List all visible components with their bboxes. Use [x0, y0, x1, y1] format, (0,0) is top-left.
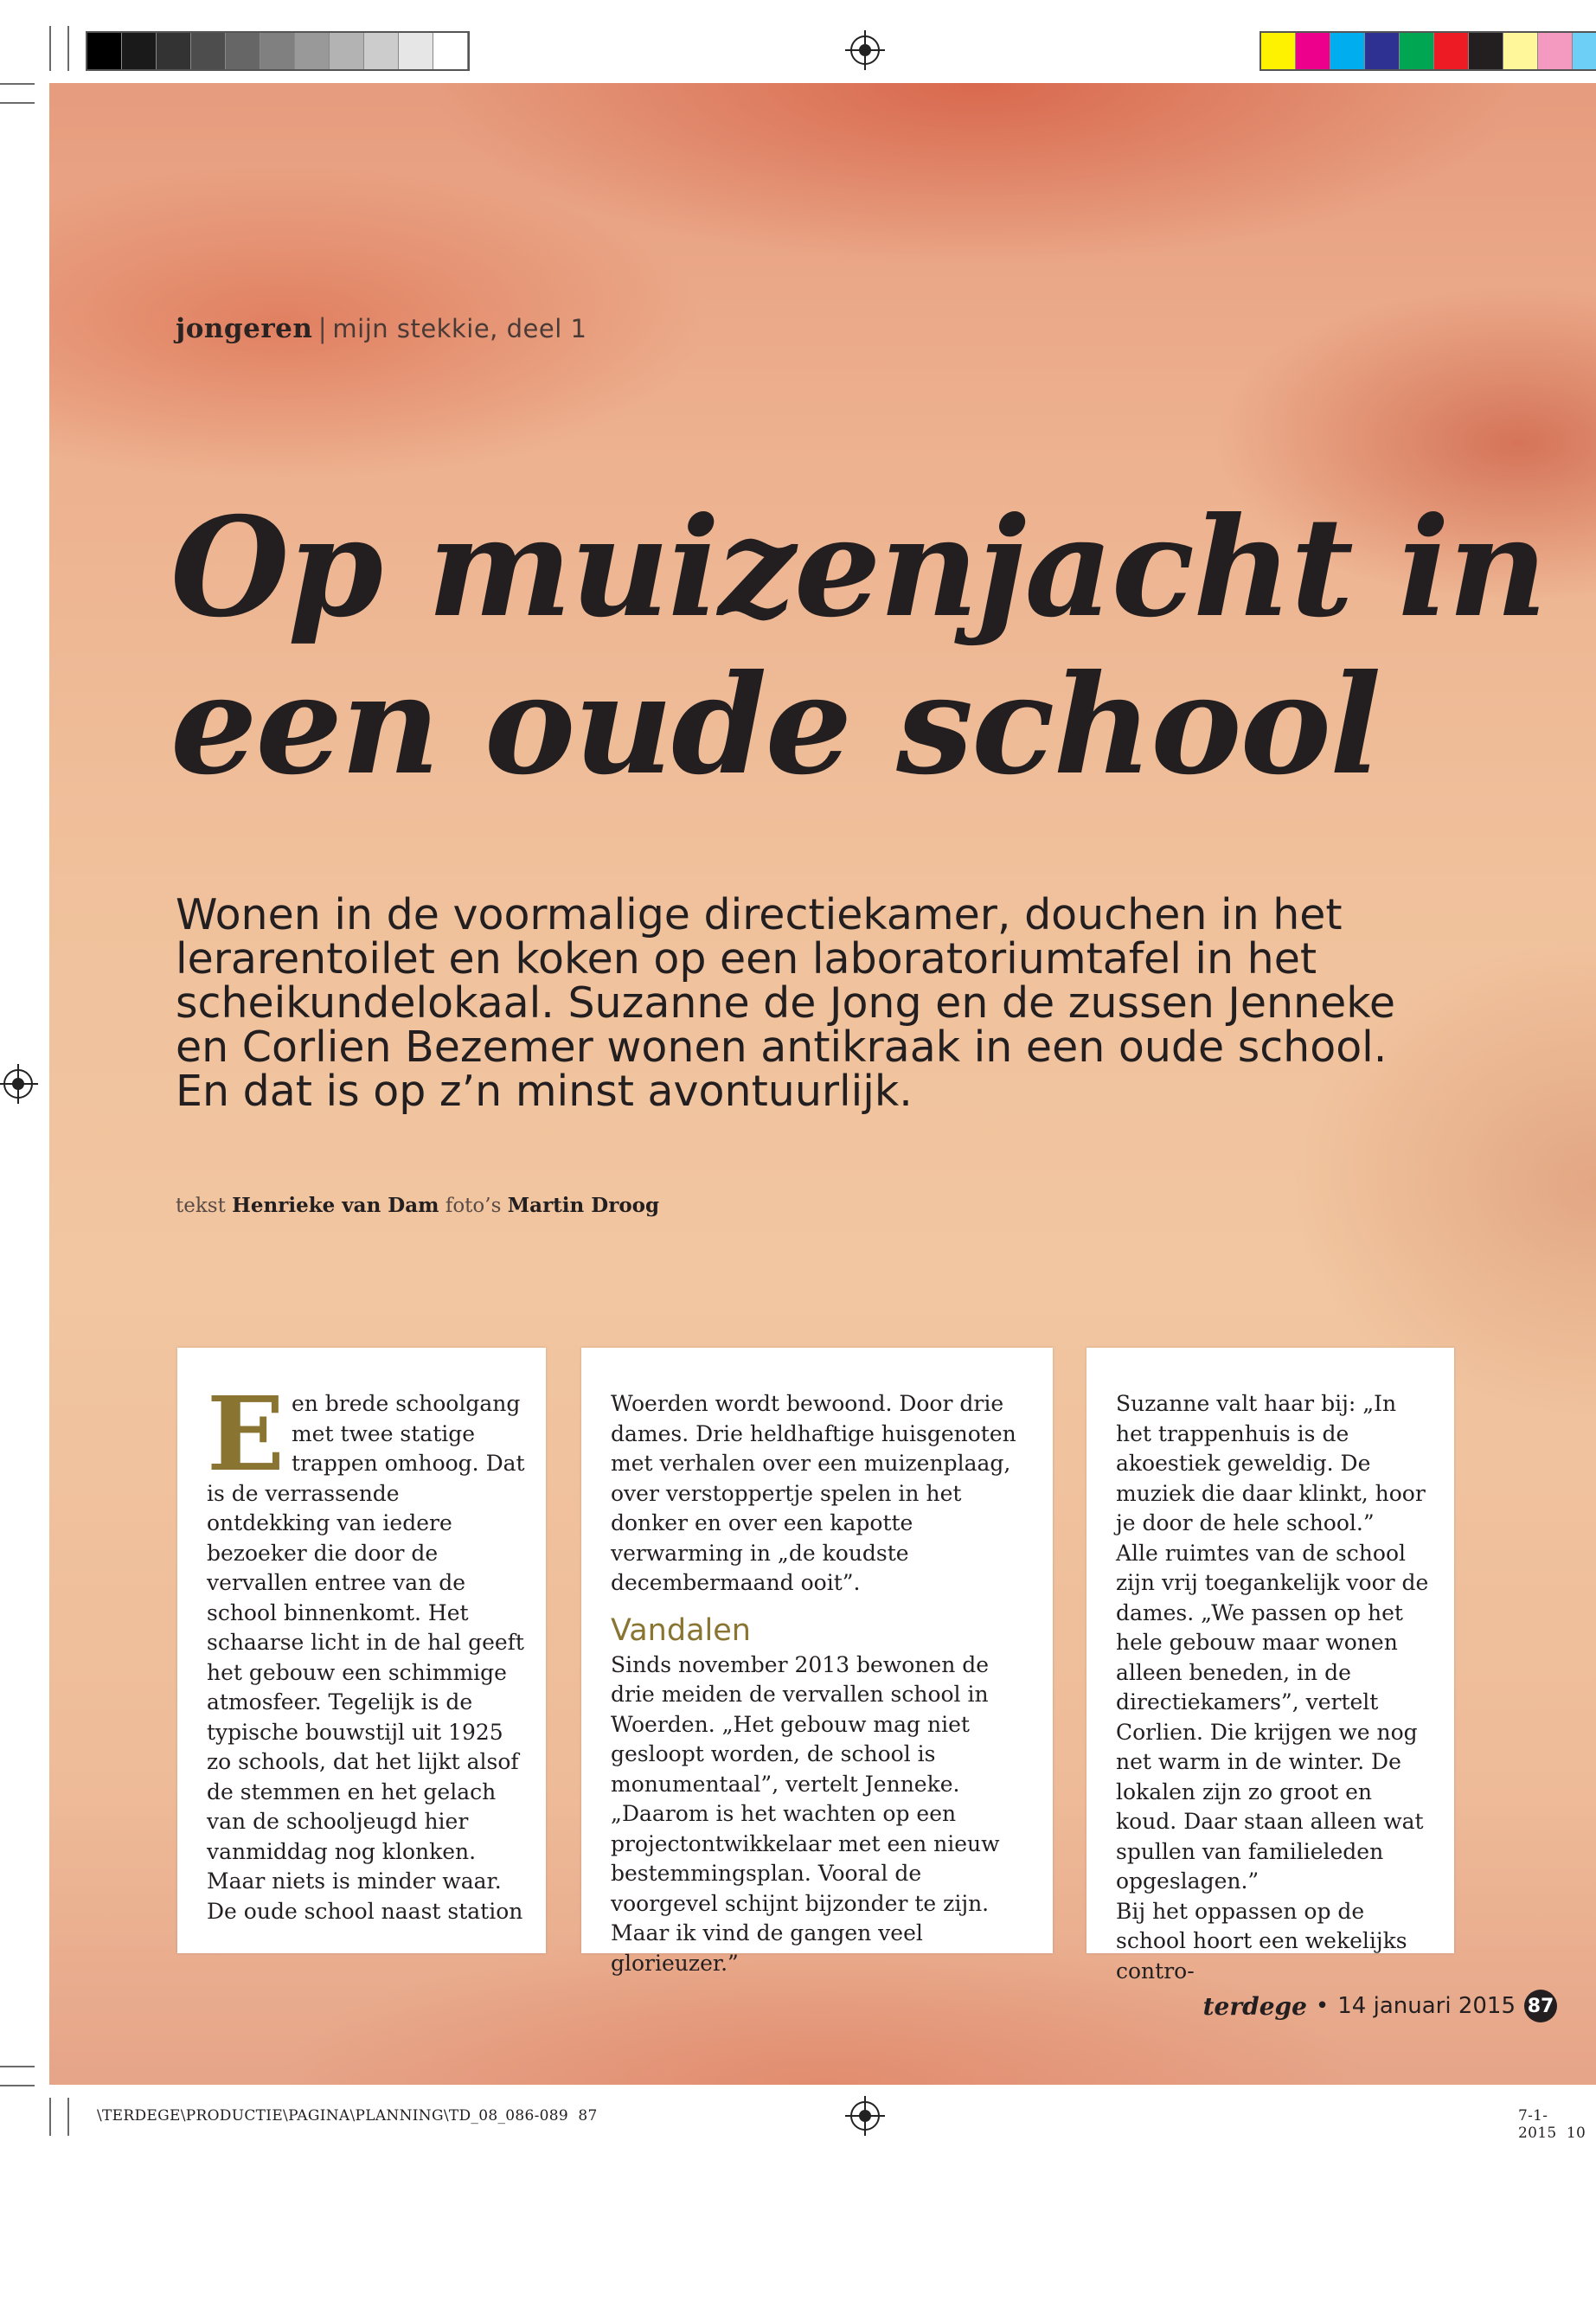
slug-file-path: \TERDEGE\PRODUCTIE\PAGINA\PLANNING\TD_08_086-089 — [97, 2107, 568, 2125]
gray-swatch — [87, 33, 122, 69]
magazine-page — [49, 83, 1596, 2085]
gray-swatch — [399, 33, 433, 69]
section-name: jongeren — [176, 313, 313, 344]
page-footer — [1203, 1990, 1557, 2022]
crop-mark — [0, 102, 35, 104]
color-swatch — [1469, 33, 1503, 69]
column-2-paragraph-2: Sinds november 2013 bewonen de drie meiden de vervallen school in Woerden. „Het gebouw mag niet gesloopt worden, de school is monumentaal”, vertelt Jenneke. „Daarom is het wachten op een projectontwikkelaar met een nieuw bestemmingsplan. Vooral de voorgevel schijnt bijzonder te zijn. Maar ik vind de gangen veel glorieuzer.” — [611, 1651, 1000, 1976]
article-column-1 — [177, 1348, 546, 1953]
gray-swatch — [260, 33, 295, 69]
crop-mark — [0, 83, 35, 85]
registration-mark-icon — [850, 2101, 880, 2131]
photographer-name: Martin Droog — [507, 1194, 660, 1217]
drop-cap: E — [207, 1374, 285, 1494]
page-title — [170, 490, 1589, 804]
slug-page-number: 87 — [578, 2107, 598, 2125]
crop-mark — [49, 26, 51, 71]
text-label: tekst — [176, 1195, 226, 1217]
article-column-3 — [1086, 1348, 1454, 1984]
color-swatch — [1400, 33, 1434, 69]
page-number: 87 — [1524, 1990, 1557, 2022]
process-color-bar — [1259, 31, 1596, 71]
slug-path — [97, 2107, 598, 2125]
intro-paragraph: Wonen in de voormalige directiekamer, douchen in het lerarentoilet en koken op een laboratoriumtafel in het scheikundelokaal. Suzanne de Jong en de zussen Jenneke en Corlien Bezemer wonen antikraak in een oude school. En dat is op z’n minst avontuurlijk. — [176, 890, 1396, 1116]
color-swatch — [1538, 33, 1573, 69]
crop-mark — [0, 2085, 35, 2086]
color-swatch — [1365, 33, 1400, 69]
title-line-1: Op muizenjacht in — [170, 488, 1546, 648]
photo-label: foto’s — [445, 1195, 502, 1217]
gray-swatch — [433, 33, 468, 69]
gray-swatch — [364, 33, 399, 69]
gray-swatch — [295, 33, 330, 69]
gray-swatch — [226, 33, 260, 69]
gray-swatch — [191, 33, 226, 69]
footer-bullet: • — [1315, 1993, 1330, 2019]
magazine-logo: terdege — [1202, 1991, 1307, 2021]
column-1-text: en brede schoolgang met twee statige trappen omhoog. Dat is de verrassende ontdekking van iedere bezoeker die door de vervallen entree van de school binnenkomt. Het schaarse licht in de hal geeft het gebouw een schimmige atmosfeer. Tegelijk is de typische bouwstijl uit 1925 zo schools, dat het lijkt alsof de stemmen en het gelach van de schooljeugd hier vanmiddag nog klonken. — [207, 1391, 525, 1864]
grayscale-color-bar — [86, 31, 470, 71]
byline — [176, 1194, 659, 1217]
slug-cut-text: 10 — [1566, 2125, 1586, 2142]
crop-mark — [67, 2098, 69, 2136]
subheading: Vandalen — [611, 1612, 751, 1648]
author-name: Henrieke van Dam — [232, 1194, 439, 1217]
registration-mark-icon — [850, 35, 880, 65]
title-line-2: een oude school — [170, 645, 1381, 805]
section-subtitle: mijn stekkie, deel 1 — [332, 314, 587, 343]
gray-swatch — [122, 33, 157, 69]
color-swatch — [1330, 33, 1365, 69]
column-3-paragraph: Suzanne valt haar bij: „In het trappenhuis is de akoestiek geweldig. De muziek die daar klinkt, hoor je door de hele school.” — [1116, 1391, 1426, 1535]
column-3-paragraph-3: Bij het oppassen op de school hoort een wekelijks contro- — [1116, 1898, 1407, 1984]
section-label — [176, 313, 586, 344]
color-swatch — [1261, 33, 1296, 69]
column-3-paragraph-2: Alle ruimtes van de school zijn vrij toegankelijk voor de dames. „We passen op het hele gebouw maar wonen alleen beneden, in de directiekamers”, vertelt Corlien. Die krijgen we nog net warm in de winter. De lokalen zijn zo groot en koud. Daar staan alleen wat spullen van familieleden opgeslagen.” — [1116, 1540, 1429, 1894]
crop-mark — [49, 2098, 51, 2136]
section-separator: | — [317, 313, 328, 344]
crop-mark — [0, 2066, 35, 2067]
column-2-paragraph: Woerden wordt bewoond. Door drie dames. Drie heldhaftige huisgenoten met verhalen over een muizenplaag, over verstoppertje spelen in het donker en over een kapotte verwarming in „de koudste decembermaand ooit”. — [611, 1391, 1016, 1595]
registration-mark-icon — [3, 1069, 33, 1099]
color-swatch — [1573, 33, 1596, 69]
article-column-2 — [581, 1348, 1053, 1976]
gray-swatch — [157, 33, 191, 69]
gray-swatch — [330, 33, 364, 69]
color-swatch — [1296, 33, 1330, 69]
slug-date — [1518, 2107, 1596, 2142]
color-swatch — [1434, 33, 1469, 69]
column-1-paragraph-2: Maar niets is minder waar. De oude school naast station — [207, 1868, 523, 1924]
column-1-paragraph — [207, 1374, 525, 1867]
color-swatch — [1503, 33, 1538, 69]
slug-date-text: 7-1-2015 — [1518, 2107, 1557, 2142]
crop-mark — [67, 26, 69, 71]
issue-date: 14 januari 2015 — [1337, 1993, 1516, 2019]
